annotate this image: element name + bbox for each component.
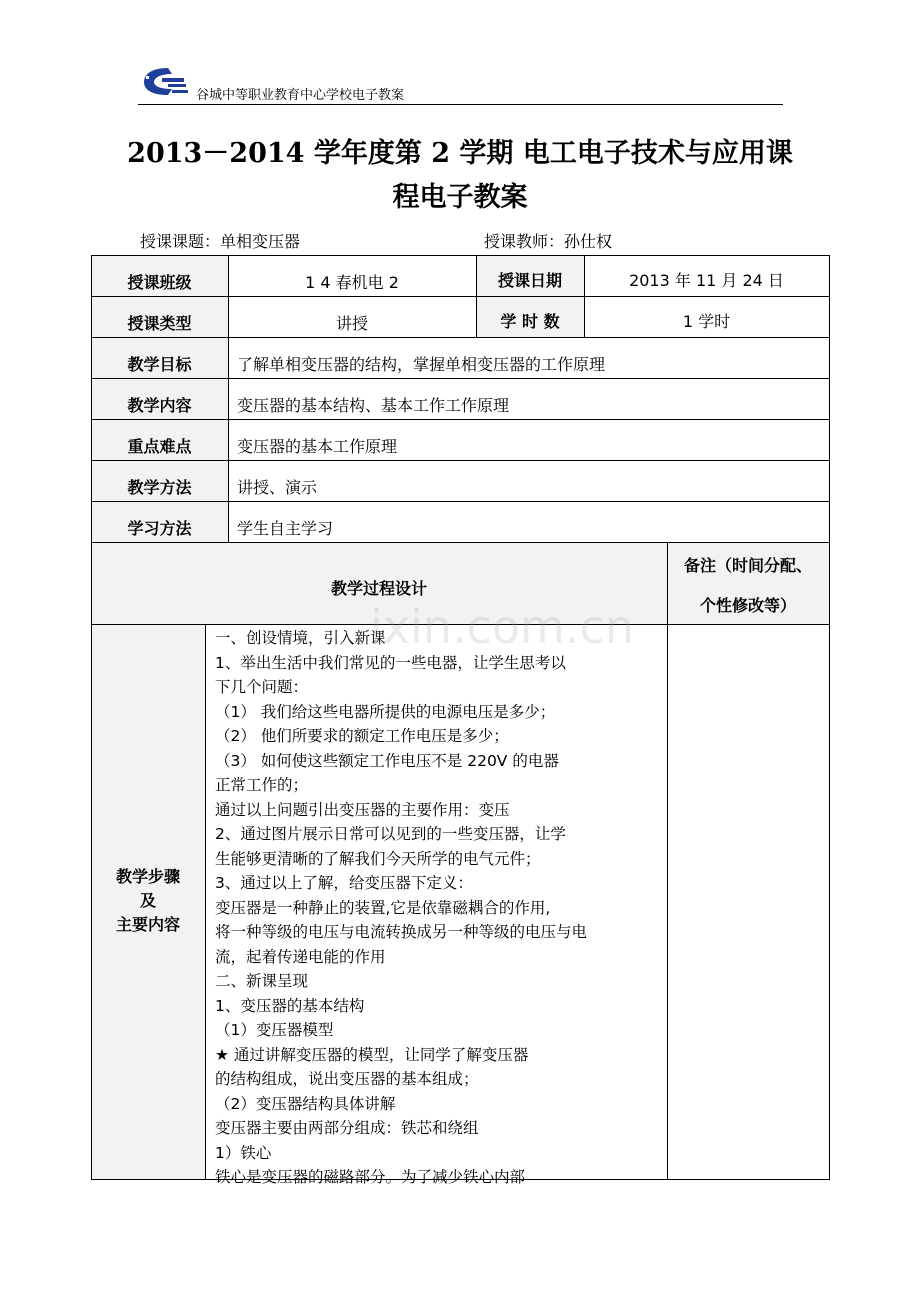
school-name: 谷城中等职业教育中心学校电子教案: [196, 88, 405, 103]
lesson-teacher: 授课教师：孙仕权: [484, 232, 613, 251]
content-line: ★ 通过讲解变压器的模型，让同学了解变压器: [215, 1045, 529, 1064]
process-design-label: 教学过程设计: [330, 578, 427, 598]
content-line: 1）铁心: [215, 1143, 272, 1162]
content-line: 一、创设情境，引入新课: [215, 629, 386, 647]
study-method-value: 学生自主学习: [237, 518, 334, 538]
content-line: （1）变压器模型: [215, 1021, 334, 1039]
content-line: （2） 他们所要求的额定工作电压是多少；: [215, 727, 509, 745]
steps-label-line3: 主要内容: [115, 915, 180, 934]
steps-label-line1: 教学步骤: [115, 867, 180, 886]
content-line: 将一种等级的电压与电流转换成另一种等级的电压与电: [215, 923, 588, 941]
hours-value: 1 学时: [682, 311, 731, 331]
goal-value: 了解单相变压器的结构，掌握单相变压器的工作原理: [237, 354, 606, 374]
hours-label: 学 时 数: [500, 311, 560, 331]
content-line: 1、变压器的基本结构: [215, 996, 365, 1015]
goal-label: 教学目标: [127, 354, 192, 374]
content-line: 正常工作的；: [215, 776, 309, 794]
teaching-method-value: 讲授、演示: [237, 477, 318, 497]
content-line: 下几个问题：: [215, 678, 309, 696]
content-line: 2、通过图片展示日常可以见到的一些变压器，让学: [215, 825, 566, 843]
teaching-method-label: 教学方法: [127, 477, 192, 497]
doc-title-line1: 2013－2014 学年度第 2 学期 电工电子技术与应用课: [127, 138, 793, 169]
doc-title-line2: 程电子教案: [392, 182, 528, 213]
remark-label-line2: 个性修改等）: [699, 596, 796, 615]
content-line: 流，起着传递电能的作用: [215, 947, 386, 966]
type-label: 授课类型: [127, 313, 192, 333]
key-points-label: 重点难点: [127, 436, 192, 456]
content-line: 3、通过以上了解，给变压器下定义：: [215, 874, 473, 892]
date-value: 2013 年 11 月 24 日: [629, 270, 784, 290]
content-line: 通过以上问题引出变压器的主要作用：变压: [215, 800, 510, 819]
watermark: ixin.com.cn: [370, 600, 634, 654]
content-line: 铁心是变压器的磁路部分。为了减少铁心内部: [215, 1168, 526, 1186]
content-line: （1） 我们给这些电器所提供的电源电压是多少；: [215, 702, 556, 721]
school-logo-icon: [138, 64, 194, 98]
content-label: 教学内容: [127, 395, 192, 415]
remark-label-line1: 备注（时间分配、: [683, 556, 812, 575]
process-content: [215, 626, 663, 1190]
class-value: 1 4 春机电 2: [305, 272, 399, 292]
content-line: （2）变压器结构具体讲解: [215, 1094, 396, 1113]
content-line: 二、新课呈现: [215, 972, 309, 990]
content-line: 变压器主要由两部分组成：铁芯和绕组: [215, 1119, 479, 1137]
content-value: 变压器的基本结构、基本工作工作原理: [237, 395, 510, 415]
type-value: 讲授: [335, 313, 368, 333]
content-line: 变压器是一种静止的装置,它是依靠磁耦合的作用,: [215, 898, 551, 917]
content-line: 的结构组成，说出变压器的基本组成；: [215, 1070, 479, 1088]
content-line: 1、举出生活中我们常见的一些电器，让学生思考以: [215, 653, 566, 672]
study-method-label: 学习方法: [127, 518, 192, 538]
page-header: [138, 62, 783, 105]
content-line: 生能够更清晰的了解我们今天所学的电气元件；: [215, 849, 541, 868]
content-line: （3） 如何使这些额定工作电压不是 220V 的电器: [215, 751, 559, 770]
date-label: 授课日期: [497, 270, 562, 290]
class-label: 授课班级: [127, 272, 192, 292]
steps-label-line2: 及: [139, 891, 156, 910]
steps-label: [91, 865, 205, 937]
lesson-topic: 授课课题：单相变压器: [140, 232, 301, 251]
key-points-value: 变压器的基本工作原理: [237, 436, 398, 456]
